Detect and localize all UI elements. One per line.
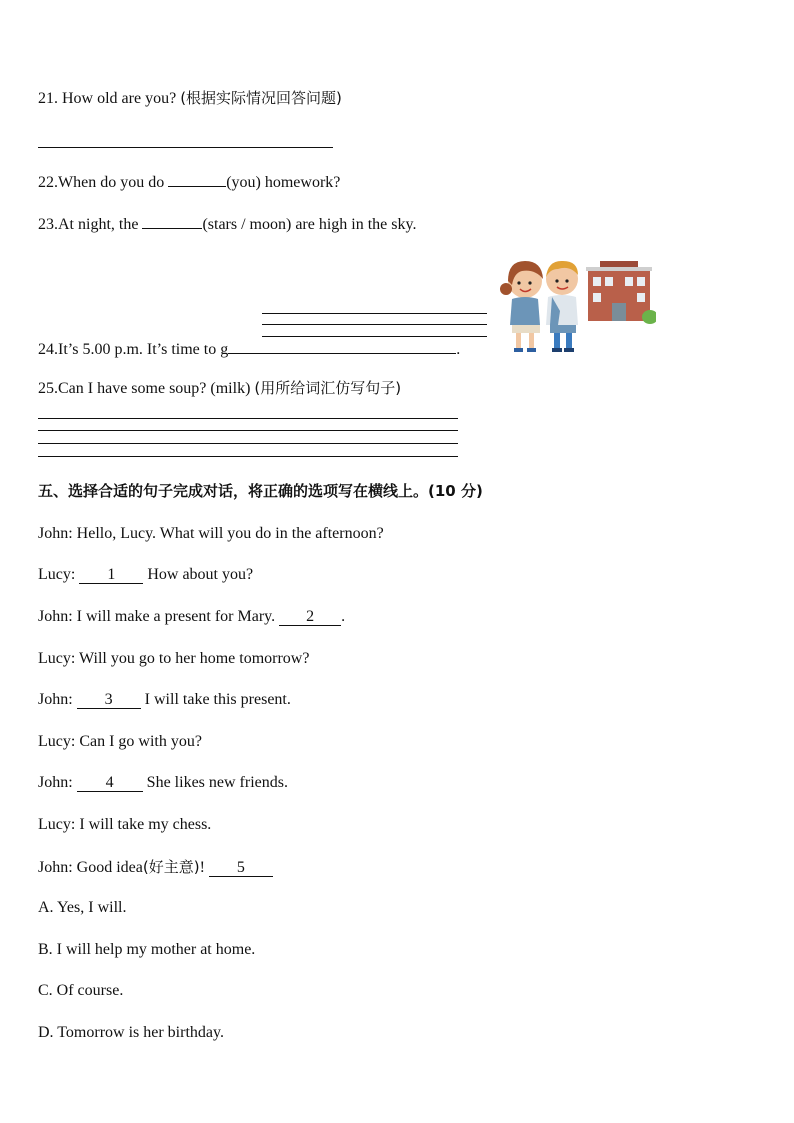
question-24-after: . [456,341,461,358]
dialogue-line [38,524,384,544]
dialogue-text: She likes new friends. [142,774,288,791]
answer-line-21[interactable] [38,147,333,148]
dialogue-line [38,857,273,878]
question-23-after: (stars / moon) are high in the sky. [202,216,417,233]
answer-blank-2[interactable]: 2 [279,609,341,626]
question-24 [38,338,460,360]
dialogue-line [38,690,291,710]
answer-blank-4[interactable]: 4 [77,775,143,792]
kids-school-illustration-icon [500,255,656,355]
option-d: D. Tomorrow is her birthday. [38,1024,224,1041]
blank-22[interactable] [168,171,226,187]
answer-line-24a[interactable] [262,313,487,314]
question-23-before: 23.At night, the [38,216,143,233]
dialogue-text: Lucy: I will take my chess. [38,816,212,833]
dialogue-line [38,649,309,669]
question-25 [38,378,401,399]
answer-blank-3[interactable]: 3 [77,692,141,709]
dialogue-text: John: Hello, Lucy. What will you do in the afternoon? [38,525,384,542]
dialogue-line [38,773,288,793]
answer-line-25d[interactable] [38,456,458,457]
dialogue-line [38,732,202,752]
dialogue-text: How about you? [143,566,254,583]
dialogue-text: . [341,608,346,625]
question-22-after: (you) homework? [226,174,341,191]
answer-line-24c[interactable] [262,336,487,337]
dialogue-text: ! [199,859,209,876]
section-5-heading: 五、选择合适的句子完成对话，将正确的选项写在横线上。(10 分) [38,482,483,500]
blank-23[interactable] [142,213,202,229]
dialogue-text: John: Good idea [38,859,143,876]
dialogue-text: Lucy: Can I go with you? [38,733,202,750]
dialogue-text: I will take this present. [140,691,291,708]
answer-blank-1[interactable]: 1 [79,567,143,584]
question-23 [38,213,416,235]
option-a: A. Yes, I will. [38,899,127,916]
question-25-text: 25.Can I have some soup? (milk) [38,380,255,397]
question-22 [38,171,340,193]
dialogue-text: Lucy: Will you go to her home tomorrow? [38,650,310,667]
dialogue-text: John: [38,774,77,791]
blank-24[interactable] [228,338,456,354]
question-21-note: (根据实际情况回答问题) [180,89,342,107]
question-22-before: 22.When do you do [38,174,169,191]
answer-line-25c[interactable] [38,443,458,444]
question-21 [38,88,342,109]
question-21-text: 21. How old are you? [38,90,181,107]
option-c: C. Of course. [38,982,124,999]
dialogue-text: John: I will make a present for Mary. [38,608,280,625]
option-b: B. I will help my mother at home. [38,941,256,958]
answer-line-25b[interactable] [38,430,458,431]
answer-line-25a[interactable] [38,418,458,419]
dialogue-note: (好主意) [142,858,200,876]
dialogue-line [38,565,253,585]
answer-blank-5[interactable]: 5 [209,860,273,877]
dialogue-line [38,815,211,835]
dialogue-line [38,607,345,627]
dialogue-text: John: [38,691,77,708]
question-24-before: 24.It’s 5.00 p.m. It’s time to g [38,341,229,358]
dialogue-text: Lucy: [38,566,80,583]
answer-line-24b[interactable] [262,324,487,325]
question-25-note: (用所给词汇仿写句子) [254,379,402,397]
